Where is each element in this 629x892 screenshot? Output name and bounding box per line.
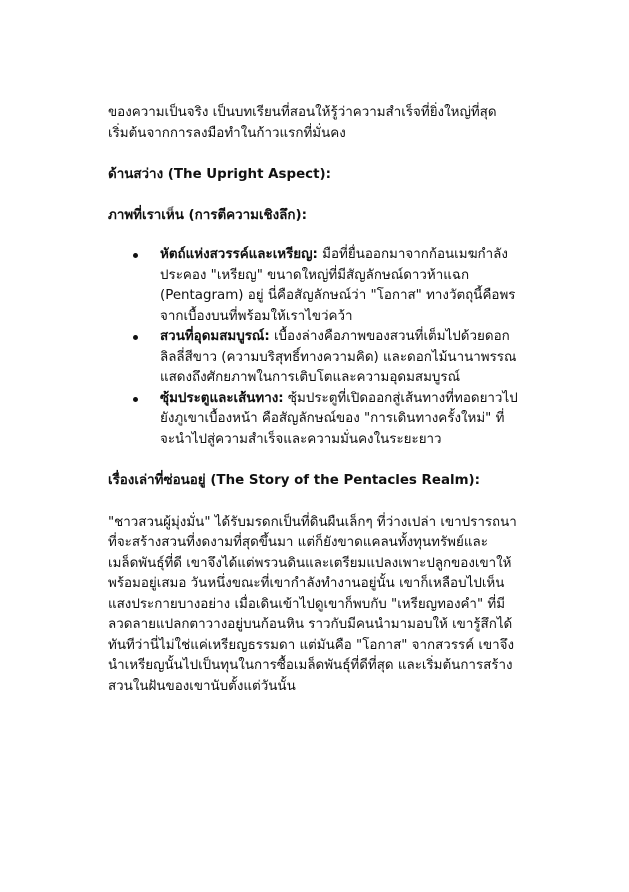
symbol-list [108,245,518,450]
bullet-text: ซุ้มประตูที่เปิดออกสู่เส้นทางที่ทอดยาวไปยังภูเขาเบื้องหน้า คือสัญลักษณ์ของ "การเดินทางครั้งใหม่" ที่จะนำไปสู่ความสำเร็จและความมั่นคงในระยะยาว [160,390,518,447]
bullet-text: มือที่ยื่นออกมาจากก้อนเมฆกำลังประคอง "เหรียญ" ขนาดใหญ่ที่มีสัญลักษณ์ดาวห้าแฉก (Pentagram) อยู่ นี่คือสัญลักษณ์ว่า "โอกาส" ทางวัตถุนี้คือพรจากเบื้องบนที่พร้อมให้เราไขว่คว้า [160,247,516,324]
bullet-term: สวนที่อุดมสมบูรณ์: [160,329,270,344]
bullet-dot-icon [133,335,138,340]
visual-heading: ภาพที่เราเห็น (การตีความเชิงลึก): [108,207,307,223]
list-item [108,245,518,327]
story-paragraph: "ชาวสวนผู้มุ่งมั่น" ได้รับมรดกเป็นที่ดินผืนเล็กๆ ที่ว่างเปล่า เขาปรารถนาที่จะสร้างสวนที่งดงามที่สุดขึ้นมา แต่ก็ยังขาดแคลนทั้งทุนทรัพย์และเมล็ดพันธุ์ที่ดี เขาจึงได้แต่พรวนดินและเตรียมแปลงเพาะปลูกของเขาให้พร้อมอยู่เสมอ วันหนึ่งขณะที่เขากำลังทำงานอยู่นั้น เขาก็เหลือบไปเห็นแสงประกายบางอย่าง เมื่อเดินเข้าไปดูเขาก็พบกับ "เหรียญทองคำ" ที่มีลวดลายแปลกตาวางอยู่บนก้อนหิน ราวกับมีคนนำมามอบให้ เขารู้สึกได้ทันทีว่านี่ไม่ใช่แค่เหรียญธรรมดา แต่มันคือ "โอกาส" จากสวรรค์ เขาจึงนำเหรียญนั้นไปเป็นทุนในการซื้อเมล็ดพันธุ์ที่ดีที่สุด และเริ่มต้นการสร้างสวนในฝันของเขานับตั้งแต่วันนั้น [108,514,517,694]
document-page [108,103,518,697]
spacer [108,186,518,206]
spacer [108,492,518,513]
spacer [108,450,518,471]
spacer [108,226,518,245]
bullet-dot-icon [133,253,138,258]
intro-paragraph: ของความเป็นจริง เป็นบทเรียนที่สอนให้รู้ว่าความสำเร็จที่ยิ่งใหญ่ที่สุด เริ่มต้นจากการลงมือทำในก้าวแรกที่มั่นคง [108,105,497,141]
story-heading: เรื่องเล่าที่ซ่อนอยู่ (The Story of the Pentacles Realm): [108,473,481,488]
bullet-text: เบื้องล่างคือภาพของสวนที่เต็มไปด้วยดอกลิลลี่สีขาว (ความบริสุทธิ์ทางความคิด) และดอกไม้นานาพรรณ แสดงถึงศักยภาพในการเติบโตและความอุดมสมบูรณ์ [160,329,517,385]
spacer [108,144,518,165]
bullet-term: หัตถ์แห่งสวรรค์และเหรียญ: [160,247,318,262]
bullet-dot-icon [133,397,138,402]
upright-heading: ด้านสว่าง (The Upright Aspect): [108,167,331,182]
list-item [108,389,518,451]
bullet-term: ซุ้มประตูและเส้นทาง: [160,390,284,406]
list-item [108,327,518,389]
